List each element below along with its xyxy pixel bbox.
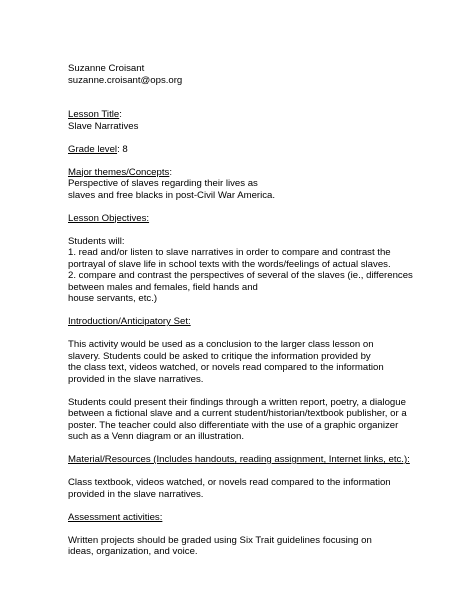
introduction-text-line: such as a Venn diagram or an illustration. xyxy=(68,431,244,442)
introduction-text-line: Students could present their findings through a written report, poetry, a dialogue xyxy=(68,396,406,408)
grade-level-heading xyxy=(68,144,448,156)
objectives-text-line: 2. compare and contrast the perspectives of several of the slaves (ie., differences xyxy=(68,270,413,281)
lesson-title-label: Lesson Title xyxy=(68,109,120,120)
spacer xyxy=(68,155,448,167)
introduction-text-line: This activity would be used as a conclusion to the larger class lesson on xyxy=(68,339,374,350)
introduction-text-line: provided in the slave narratives. xyxy=(68,373,204,385)
spacer xyxy=(68,523,448,535)
spacer xyxy=(68,500,448,512)
introduction-text-line: between a fictional slave and a current student/historian/textbook publisher, or a xyxy=(68,408,407,419)
themes-label: Major themes/Concepts xyxy=(68,166,170,178)
spacer xyxy=(68,466,448,478)
lesson-title-value: Slave Narratives xyxy=(68,120,139,132)
author-name: Suzanne Croisant xyxy=(68,63,145,74)
objectives-text-line: house servants, etc.) xyxy=(68,293,158,304)
materials-text-line: provided in the slave narratives. xyxy=(68,488,204,500)
objectives-text-line: between males and females, field hands and xyxy=(68,281,258,293)
spacer xyxy=(68,443,448,455)
materials-heading: Material/Resources (Includes handouts, reading assignment, Internet links, etc.): xyxy=(68,454,410,465)
spacer xyxy=(68,328,448,340)
introduction-heading: Introduction/Anticipatory Set: xyxy=(68,316,191,327)
objectives-text-line: 1. read and/or listen to slave narratives in order to compare and contrast the xyxy=(68,247,391,258)
spacer xyxy=(68,98,448,110)
document-page xyxy=(68,63,448,558)
grade-level-value: : 8 xyxy=(117,143,128,155)
introduction-text-line: slavery. Students could be asked to critique the information provided by xyxy=(68,350,371,362)
objectives-text-line: Students will: xyxy=(68,235,125,247)
lesson-title-colon: : xyxy=(119,109,122,120)
introduction-text-line: poster. The teacher could also differentiate with the use of a graphic organizer xyxy=(68,419,399,431)
assessment-heading: Assessment activities: xyxy=(68,511,163,523)
introduction-text-line: the class text, videos watched, or novels read compared to the information xyxy=(68,362,384,373)
spacer xyxy=(68,385,448,397)
spacer xyxy=(68,201,448,213)
materials-text-line: Class textbook, videos watched, or novels read compared to the information xyxy=(68,477,391,488)
spacer xyxy=(68,86,448,98)
lesson-title-heading xyxy=(68,109,448,121)
author-email: suzanne.croisant@ops.org xyxy=(68,74,183,86)
assessment-text-line: Written projects should be graded using Six Trait guidelines focusing on xyxy=(68,534,372,546)
themes-text-line: slaves and free blacks in post-Civil War America. xyxy=(68,189,276,201)
themes-text-line: Perspective of slaves regarding their lives as xyxy=(68,178,258,189)
spacer xyxy=(68,132,448,144)
grade-level-label: Grade level xyxy=(68,143,118,155)
spacer xyxy=(68,305,448,317)
objectives-heading: Lesson Objectives: xyxy=(68,212,150,224)
themes-colon: : xyxy=(169,166,172,178)
assessment-text-line: ideas, organization, and voice. xyxy=(68,546,198,557)
themes-heading xyxy=(68,167,448,179)
objectives-text-line: portrayal of slave life in school texts with the words/feelings of actual slaves. xyxy=(68,258,391,270)
spacer xyxy=(68,224,448,236)
